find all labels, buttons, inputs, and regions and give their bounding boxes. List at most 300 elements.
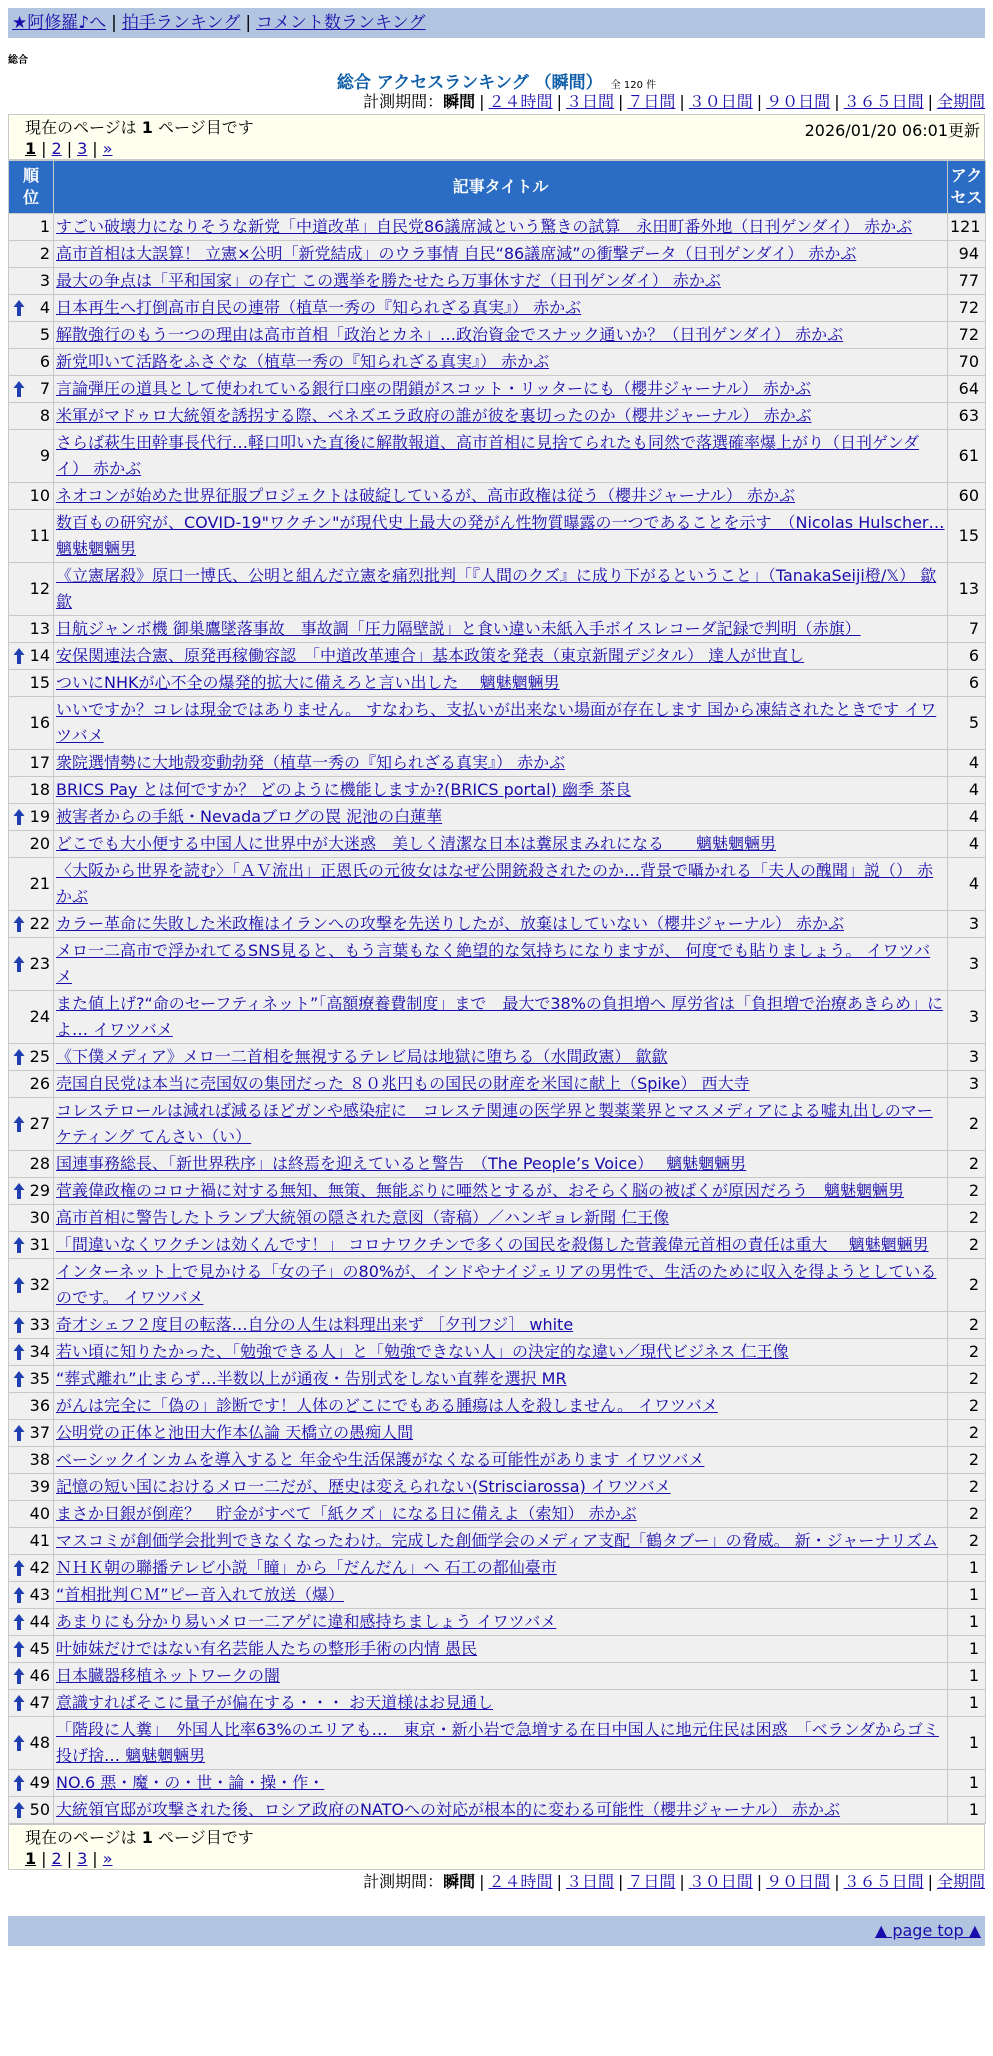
table-row: [9, 1447, 986, 1474]
page-title: [8, 68, 985, 93]
rank-number: 25: [29, 1047, 50, 1066]
title-cell: [54, 938, 948, 991]
table-row: [9, 831, 986, 858]
access-count: 6: [948, 670, 986, 697]
article-title-link[interactable]: 公明党の正体と池田大作本仏論 天橋立の愚痴人間: [56, 1423, 414, 1442]
article-title-link[interactable]: まさか日銀が倒産？ 貯金がすべて「紙クズ」になる日に備えよ（索知） 赤かぶ: [56, 1504, 637, 1523]
rank-number: 9: [39, 446, 50, 465]
article-title-link[interactable]: 高市首相に警告したトランプ大統領の隠された意図（寄稿）／ハンギョレ新聞 仁王像: [56, 1208, 670, 1227]
table-row: [9, 349, 986, 376]
article-title-link[interactable]: マスコミが創価学会批判できなくなったわけ。完成した創価学会のメディア支配「鶴タブー」の脅威。 新・ジャーナリズム: [56, 1531, 939, 1550]
page-link-3[interactable]: 3: [77, 139, 88, 158]
table-row: [9, 1528, 986, 1555]
page-link-1: 1: [25, 1849, 37, 1868]
access-count: 2: [948, 1447, 986, 1474]
article-title-link[interactable]: 日本再生へ打倒高市自民の連帯（植草一秀の『知られざる真実』） 赤かぶ: [56, 298, 582, 317]
title-cell: [54, 991, 948, 1044]
article-title-link[interactable]: 「階段に人糞」 外国人比率63%のエリアも… 東京・新小岩で急増する在日中国人に地元住民は困惑 「ベランダからゴミ投げ捨… 魑魅魍魎男: [56, 1720, 939, 1765]
page-link-3[interactable]: 3: [77, 1849, 88, 1868]
article-title-link[interactable]: すごい破壊力になりそうな新党「中道改革」自民党86議席減という驚きの試算 永田町番外地（日刊ゲンダイ） 赤かぶ: [56, 217, 913, 236]
title-cell: [54, 322, 948, 349]
rank-number: 43: [29, 1585, 50, 1604]
table-row: [9, 241, 986, 268]
table-row: [9, 804, 986, 831]
article-title-link[interactable]: 安保関連法合憲、原発再稼働容認 「中道改革連合」基本政策を発表（東京新聞デジタル） 達人が世直し: [56, 646, 805, 665]
article-title-link[interactable]: BRICS Pay とは何ですか？ どのように機能しますか?(BRICS portal) 幽季 茶良: [56, 780, 632, 799]
title-cell: [54, 750, 948, 777]
updated-timestamp: 2026/01/20 06:01更新: [804, 121, 980, 140]
article-title-link[interactable]: また値上げ?“命のセーフティネット”「高額療養費制度」まで 最大で38%の負担増へ 厚労省は「負担増で治療あきらめ」によ… イワツバメ: [56, 994, 944, 1039]
access-count: 5: [948, 697, 986, 750]
rank-cell: [9, 214, 54, 241]
rank-up-arrow-icon: [13, 1586, 25, 1604]
rank-cell: [9, 1393, 54, 1420]
article-title-link[interactable]: 日航ジャンボ機 御巣鷹墜落事故 事故調「圧力隔壁説」と食い違い未紙入手ボイスレコーダ記録で判明（赤旗）: [56, 619, 861, 638]
title-cell: [54, 777, 948, 804]
access-count: 1: [948, 1663, 986, 1690]
article-title-link[interactable]: 解散強行のもう一つの理由は高市首相「政治とカネ」…政治資金でスナック通いか？（日刊ゲンダイ） 赤かぶ: [56, 325, 844, 344]
rank-cell: [9, 322, 54, 349]
rank-up-arrow-icon: [13, 808, 25, 826]
rank-up-arrow-icon: [13, 1424, 25, 1442]
rank-number: 10: [29, 486, 50, 505]
article-title-link[interactable]: 菅義偉政権のコロナ禍に対する無知、無策、無能ぶりに唖然とするが、おそらく脳の被ばくが原因だろう 魑魅魍魎男: [56, 1181, 905, 1200]
article-title-link[interactable]: あまりにも分かり易いメロ一二アゲに違和感持ちましょう イワツバメ: [56, 1612, 557, 1631]
title-cell: [54, 1205, 948, 1232]
access-count: 3: [948, 1071, 986, 1098]
rank-up-arrow-icon: [13, 1667, 25, 1685]
article-title-link[interactable]: がんは完全に「偽の」診断です！人体のどこにでもある腫瘍は人を殺しません。 イワツバメ: [56, 1396, 718, 1415]
period-option-6[interactable]: ３６５日間: [843, 92, 924, 111]
rank-cell: [9, 1663, 54, 1690]
table-header-row: [9, 161, 986, 214]
article-title-link[interactable]: “首相批判ＣＭ”ピー音入れて放送（爆）: [56, 1585, 344, 1604]
rank-cell: [9, 1474, 54, 1501]
period-current: 瞬間: [443, 1872, 476, 1891]
access-count: 61: [948, 430, 986, 483]
page-status: 現在のページは 1 ページ目です: [25, 1828, 254, 1847]
access-count: 2: [948, 1205, 986, 1232]
title-cell: [54, 268, 948, 295]
rank-cell: [9, 1582, 54, 1609]
article-title-link[interactable]: “葬式離れ”止まらず…半数以上が通夜・告別式をしない直葬を選択 MR: [56, 1369, 567, 1388]
article-title-link[interactable]: 大統領官邸が攻撃された後、ロシア政府のNATOへの対応が根本的に変わる可能性（櫻井ジャーナル） 赤かぶ: [56, 1800, 841, 1819]
period-option-1[interactable]: ２４時間: [488, 92, 553, 111]
rank-cell: [9, 1151, 54, 1178]
article-title-link[interactable]: コレステロールは減れば減るほどガンや感染症に コレステ関連の医学界と製薬業界とマスメディアによる嘘丸出しのマーケティング てんさい（い）: [56, 1101, 933, 1146]
article-title-link[interactable]: ついにNHKが心不全の爆発的拡大に備えろと言い出した 魑魅魍魎男: [56, 673, 560, 692]
rank-cell: [9, 563, 54, 616]
page: [8, 0, 985, 1946]
article-title-link[interactable]: 売国自民党は本当に売国奴の集団だった ８０兆円もの国民の財産を米国に献上（Spike） 西大寺: [56, 1074, 750, 1093]
title-cell: [54, 1447, 948, 1474]
table-row: [9, 1420, 986, 1447]
article-title-link[interactable]: 《立憲屠殺》原口一博氏、公明と組んだ立憲を痛烈批判「『人間のクズ』に成り下がるということ」（TanakaSeiji橙/𝕏） 歙歙: [56, 566, 937, 611]
period-current: 瞬間: [443, 92, 476, 111]
title-cell: [54, 1797, 948, 1824]
page-top-link[interactable]: ▲ page top ▲: [874, 1921, 981, 1940]
rank-number: 4: [39, 298, 50, 317]
table-row: [9, 1071, 986, 1098]
rank-cell: [9, 1098, 54, 1151]
article-title-link[interactable]: 言論弾圧の道具として使われている銀行口座の閉鎖がスコット・リッターにも（櫻井ジャーナル） 赤かぶ: [56, 379, 812, 398]
access-count: 3: [948, 938, 986, 991]
rank-number: 11: [29, 526, 50, 545]
access-count: 2: [948, 1393, 986, 1420]
title-cell: [54, 1501, 948, 1528]
access-count: 3: [948, 991, 986, 1044]
rank-up-arrow-icon: [13, 1613, 25, 1631]
article-title-link[interactable]: 「間違いなくワクチンは効くんです！」 コロナワクチンで多くの国民を殺傷した菅義偉元首相の責任は重大 魑魅魍魎男: [56, 1235, 929, 1254]
rank-number: 47: [29, 1693, 50, 1712]
rank-cell: [9, 1609, 54, 1636]
current-page-number: 1: [141, 118, 153, 137]
rank-number: 49: [29, 1773, 50, 1792]
title-cell: [54, 1312, 948, 1339]
article-title-link[interactable]: 被害者からの手紙・Nevadaブログの罠 泥池の白蓮華: [56, 807, 443, 826]
article-title-link[interactable]: ベーシックインカムを導入すると 年金や生活保護がなくなる可能性があります イワツバメ: [56, 1450, 705, 1469]
rank-number: 41: [29, 1531, 50, 1550]
article-title-link[interactable]: 衆院選情勢に大地殻変動勃発（植草一秀の『知られざる真実』） 赤かぶ: [56, 753, 566, 772]
period-option-2-bottom[interactable]: ３日間: [565, 1872, 614, 1891]
table-row: [9, 1474, 986, 1501]
rank-cell: [9, 831, 54, 858]
rank-cell: [9, 1636, 54, 1663]
rank-cell: [9, 349, 54, 376]
table-row: [9, 697, 986, 750]
rank-number: 23: [29, 954, 50, 973]
rank-up-arrow-icon: [13, 647, 25, 665]
article-title-link[interactable]: ＮＨＫ朝の聯播テレビ小説「瞳」から「だんだん」へ 石工の都仙臺市: [56, 1558, 557, 1577]
title-cell: [54, 831, 948, 858]
rank-cell: [9, 1044, 54, 1071]
rank-cell: [9, 1797, 54, 1824]
page-status: 現在のページは 1 ページ目です: [25, 118, 254, 137]
rank-number: 34: [29, 1342, 50, 1361]
rank-up-arrow-icon: [13, 1115, 25, 1133]
rank-up-arrow-icon: [13, 1236, 25, 1254]
title-cell: [54, 510, 948, 563]
access-count: 3: [948, 1044, 986, 1071]
rank-up-arrow-icon: [13, 1734, 25, 1752]
header-title: 記事タイトル: [54, 161, 948, 214]
rank-cell: [9, 1770, 54, 1797]
article-title-link[interactable]: どこでも大小便する中国人に世界中が大迷惑 美しく清潔な日本は糞尿まみれになる 魑魅魍魎男: [56, 834, 777, 853]
rank-cell: [9, 938, 54, 991]
table-row: [9, 483, 986, 510]
access-count: 2: [948, 1474, 986, 1501]
next-page-link[interactable]: »: [102, 1849, 113, 1868]
title-cell: [54, 643, 948, 670]
access-count: 1: [948, 1555, 986, 1582]
rank-up-arrow-icon: [13, 1316, 25, 1334]
access-count: 1: [948, 1717, 986, 1770]
title-cell: [54, 1393, 948, 1420]
header-rank: 順位: [9, 161, 54, 214]
rank-number: 37: [29, 1423, 50, 1442]
title-cell: [54, 670, 948, 697]
title-cell: [54, 1044, 948, 1071]
title-cell: [54, 1663, 948, 1690]
rank-cell: [9, 616, 54, 643]
table-row: [9, 1366, 986, 1393]
title-cell: [54, 804, 948, 831]
title-cell: [54, 1071, 948, 1098]
table-row: [9, 858, 986, 911]
title-cell: [54, 858, 948, 911]
table-row: [9, 670, 986, 697]
rank-number: 1: [39, 217, 50, 236]
title-cell: [54, 349, 948, 376]
access-count: 2: [948, 1312, 986, 1339]
article-title-link[interactable]: ネオコンが始めた世界征服プロジェクトは破綻しているが、高市政権は従う（櫻井ジャーナル） 赤かぶ: [56, 486, 796, 505]
period-option-4[interactable]: ３０日間: [688, 92, 753, 111]
access-count: 2: [948, 1420, 986, 1447]
article-title-link[interactable]: さらば萩生田幹事長代行…軽口叩いた直後に解散報道、高市首相に見捨てられたも同然で落選確率爆上がり（日刊ゲンダイ） 赤かぶ: [56, 433, 920, 478]
table-row: [9, 1690, 986, 1717]
period-option-3-bottom[interactable]: ７日間: [627, 1872, 676, 1891]
title-cell: [54, 1420, 948, 1447]
article-title-link[interactable]: インターネット上で見かける「女の子」の80%が、インドやナイジェリアの男性で、生活のために収入を得ようとしているのです。 イワツバメ: [56, 1262, 937, 1307]
rank-cell: [9, 376, 54, 403]
article-title-link[interactable]: 〈大阪から世界を読む〉「ＡＶ流出」正恩氏の元彼女はなぜ公開銃殺されたのか…背景で囁かれる「夫人の醜聞」説（） 赤かぶ: [56, 861, 934, 906]
rank-up-arrow-icon: [13, 1694, 25, 1712]
page-link-1: 1: [25, 139, 37, 158]
rank-number: 44: [29, 1612, 50, 1631]
period-option-5[interactable]: ９０日間: [766, 92, 831, 111]
title-cell: [54, 1609, 948, 1636]
home-link[interactable]: ★阿修羅♪へ: [12, 13, 107, 33]
article-title-link[interactable]: 日本臓器移植ネットワークの闇: [56, 1666, 281, 1685]
title-cell: [54, 1582, 948, 1609]
access-count: 1: [948, 1636, 986, 1663]
title-cell: [54, 1717, 948, 1770]
title-cell: [54, 1178, 948, 1205]
rank-number: 32: [29, 1275, 50, 1294]
rank-cell: [9, 1205, 54, 1232]
rank-up-arrow-icon: [13, 1276, 25, 1294]
page-link-2[interactable]: 2: [51, 139, 62, 158]
rank-number: 3: [39, 271, 50, 290]
rank-cell: [9, 1447, 54, 1474]
article-title-link[interactable]: 数百もの研究が、COVID-19"ワクチン"が現代史上最大の発がん性物質曝露の一つであることを示す （Nicolas Hulscher… 魑魅魍魎男: [56, 513, 945, 558]
rank-up-arrow-icon: [13, 955, 25, 973]
rank-up-arrow-icon: [13, 1559, 25, 1577]
article-title-link[interactable]: 《下僕メディア》メロ一二首相を無視するテレビ局は地獄に堕ちる（水間政憲） 歙歙: [56, 1047, 668, 1066]
rank-cell: [9, 777, 54, 804]
rank-up-arrow-icon: [13, 1801, 25, 1819]
rank-number: 24: [29, 1007, 50, 1026]
table-row: [9, 616, 986, 643]
table-row: [9, 1636, 986, 1663]
rank-cell: [9, 295, 54, 322]
table-row: [9, 1393, 986, 1420]
title-cell: [54, 295, 948, 322]
article-title-link[interactable]: NO.6 悪・魔・の・世・論・操・作・: [56, 1773, 325, 1792]
title-cell: [54, 483, 948, 510]
table-row: [9, 1717, 986, 1770]
table-row: [9, 510, 986, 563]
period-option-6-bottom[interactable]: ３６５日間: [843, 1872, 924, 1891]
rank-up-arrow-icon: [13, 1343, 25, 1361]
page-link-2[interactable]: 2: [51, 1849, 62, 1868]
period-label: 計測期間：: [363, 92, 444, 111]
period-option-5-bottom[interactable]: ９０日間: [766, 1872, 831, 1891]
rank-number: 5: [39, 325, 50, 344]
period-option-2[interactable]: ３日間: [565, 92, 614, 111]
article-title-link[interactable]: カラー革命に失敗した米政権はイランへの攻撃を先送りしたが、放棄はしていない（櫻井ジャーナル） 赤かぶ: [56, 914, 844, 933]
table-row: [9, 295, 986, 322]
rank-cell: [9, 1178, 54, 1205]
top-nav: ★阿修羅♪へ | 拍手ランキング | コメント数ランキング: [8, 8, 985, 38]
article-title-link[interactable]: 新党叩いて活路をふさぐな（植草一秀の『知られざる真実』） 赤かぶ: [56, 352, 550, 371]
title-cell: [54, 1151, 948, 1178]
rank-number: 39: [29, 1477, 50, 1496]
table-row: [9, 563, 986, 616]
rank-number: 13: [29, 619, 50, 638]
clap-ranking-link[interactable]: 拍手ランキング: [121, 13, 241, 33]
rank-cell: [9, 1339, 54, 1366]
rank-cell: [9, 483, 54, 510]
table-row: [9, 991, 986, 1044]
access-count: 15: [948, 510, 986, 563]
rank-number: 8: [39, 406, 50, 425]
table-row: [9, 1339, 986, 1366]
rank-number: 15: [29, 673, 50, 692]
ranking-body: [9, 214, 986, 1824]
rank-up-arrow-icon: [13, 1370, 25, 1388]
table-row: [9, 938, 986, 991]
ranking-title: 総合 アクセスランキング （瞬間）: [336, 73, 603, 93]
table-row: [9, 1582, 986, 1609]
title-cell: [54, 1555, 948, 1582]
article-title-link[interactable]: 最大の争点は「平和国家」の存亡 この選挙を勝たせたら万事休すだ（日刊ゲンダイ） 赤かぶ: [56, 271, 721, 290]
access-count: 4: [948, 831, 986, 858]
table-row: [9, 1044, 986, 1071]
rank-cell: [9, 643, 54, 670]
rank-number: 7: [39, 379, 50, 398]
article-title-link[interactable]: いいですか？コレは現金ではありません。 すなわち、支払いが出来ない場面が存在します 国から凍結されたときです イワツバメ: [56, 700, 937, 745]
access-count: 72: [948, 295, 986, 322]
article-title-link[interactable]: 高市首相は大誤算！ 立憲×公明「新党結成」のウラ事情 自民“86議席減”の衝撃データ（日刊ゲンダイ） 赤かぶ: [56, 244, 857, 263]
article-title-link[interactable]: メロ一二高市で浮かれてるSNS見ると、もう言葉もなく絶望的な気持ちになりますが、 何度でも貼りましょう。 イワツバメ: [56, 941, 931, 986]
table-row: [9, 1312, 986, 1339]
period-option-7[interactable]: 全期間: [936, 92, 985, 111]
table-row: [9, 1663, 986, 1690]
rank-cell: [9, 670, 54, 697]
article-title-link[interactable]: 若い頃に知りたかった、「勉強できる人」と「勉強できない人」の決定的な違い／現代ビジネス 仁王像: [56, 1342, 789, 1361]
comment-ranking-link[interactable]: コメント数ランキング: [256, 13, 426, 33]
rank-number: 42: [29, 1558, 50, 1577]
title-cell: [54, 214, 948, 241]
access-count: 121: [948, 214, 986, 241]
rank-up-arrow-icon: [13, 1640, 25, 1658]
period-option-1-bottom[interactable]: ２４時間: [488, 1872, 553, 1891]
article-title-link[interactable]: 記憶の短い国におけるメロ一二だが、歴史は変えられない(Strisciarossa) イワツバメ: [56, 1477, 671, 1496]
rank-number: 2: [39, 244, 50, 263]
next-page-link[interactable]: »: [102, 139, 113, 158]
bottom-bar: [8, 1916, 985, 1946]
table-row: [9, 1098, 986, 1151]
rank-number: 20: [29, 834, 50, 853]
rank-number: 12: [29, 579, 50, 598]
article-title-link[interactable]: 奇才シェフ２度目の転落…自分の人生は料理出来ず ［夕刊フジ］ white: [56, 1315, 574, 1334]
period-option-7-bottom[interactable]: 全期間: [936, 1872, 985, 1891]
period-selector-top: 計測期間：瞬間 | ２４時間 | ３日間 | ７日間 | ３０日間 | ９０日間 | ３６５日間 | 全期間: [363, 92, 985, 111]
rank-number: 27: [29, 1114, 50, 1133]
table-row: [9, 322, 986, 349]
ranking-table: [8, 160, 986, 1824]
access-count: 4: [948, 750, 986, 777]
access-count: 4: [948, 858, 986, 911]
rank-number: 21: [29, 874, 50, 893]
title-cell: [54, 697, 948, 750]
access-count: 70: [948, 349, 986, 376]
article-title-link[interactable]: 国連事務総長、「新世界秩序」は終焉を迎えていると警告 （The People’s Voice） 魑魅魍魎男: [56, 1154, 747, 1173]
rank-cell: [9, 1232, 54, 1259]
page-links: 1 | 2 | 3 | »: [25, 1849, 113, 1868]
rank-cell: [9, 1071, 54, 1098]
title-cell: [54, 1636, 948, 1663]
title-cell: [54, 563, 948, 616]
title-cell: [54, 430, 948, 483]
access-count: 72: [948, 322, 986, 349]
access-count: 1: [948, 1582, 986, 1609]
access-count: 1: [948, 1609, 986, 1636]
table-row: [9, 430, 986, 483]
period-selector-bottom: 計測期間：瞬間 | ２４時間 | ３日間 | ７日間 | ３０日間 | ９０日間 | ３６５日間 | 全期間: [363, 1872, 985, 1891]
title-cell: [54, 1232, 948, 1259]
title-cell: [54, 1339, 948, 1366]
title-cell: [54, 241, 948, 268]
rank-cell: [9, 1312, 54, 1339]
rank-cell: [9, 1366, 54, 1393]
access-count: 13: [948, 563, 986, 616]
title-cell: [54, 403, 948, 430]
table-row: [9, 1770, 986, 1797]
title-cell: [54, 376, 948, 403]
article-title-link[interactable]: 叶姉妹だけではない有名芸能人たちの整形手術の内情 愚民: [56, 1639, 478, 1658]
access-count: 4: [948, 804, 986, 831]
access-count: 2: [948, 1339, 986, 1366]
rank-number: 33: [29, 1315, 50, 1334]
header-access: アクセス: [948, 161, 986, 214]
rank-cell: [9, 1690, 54, 1717]
rank-number: 28: [29, 1154, 50, 1173]
period-option-4-bottom[interactable]: ３０日間: [688, 1872, 753, 1891]
rank-cell: [9, 241, 54, 268]
rank-number: 31: [29, 1235, 50, 1254]
rank-cell: [9, 697, 54, 750]
rank-cell: [9, 1717, 54, 1770]
rank-up-arrow-icon: [13, 380, 25, 398]
title-cell: [54, 1528, 948, 1555]
period-option-3[interactable]: ７日間: [627, 92, 676, 111]
rank-number: 29: [29, 1181, 50, 1200]
rank-cell: [9, 1528, 54, 1555]
article-title-link[interactable]: 意識すればそこに量子が偏在する・・・ お天道様はお見通し: [56, 1693, 494, 1712]
current-page-number: 1: [141, 1828, 153, 1847]
section-label: 総合: [8, 55, 28, 66]
access-count: 7: [948, 616, 986, 643]
title-cell: [54, 1259, 948, 1312]
article-title-link[interactable]: 米軍がマドゥロ大統領を誘拐する際、ベネズエラ政府の誰が彼を裏切ったのか（櫻井ジャーナル） 赤かぶ: [56, 406, 812, 425]
table-row: [9, 214, 986, 241]
table-row: [9, 1205, 986, 1232]
period-label: 計測期間：: [363, 1872, 444, 1891]
table-row: [9, 1232, 986, 1259]
rank-number: 16: [29, 713, 50, 732]
